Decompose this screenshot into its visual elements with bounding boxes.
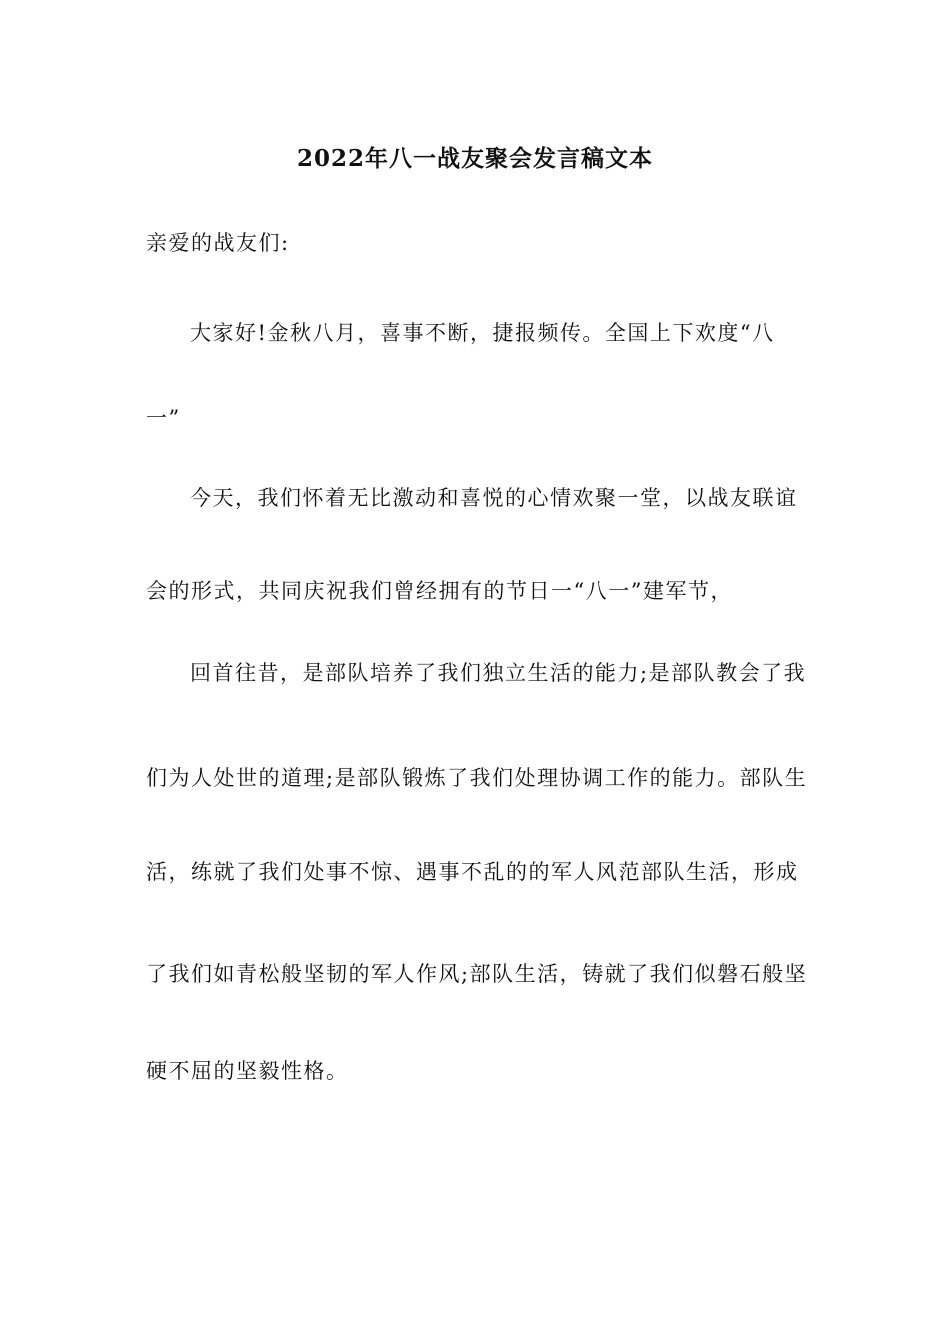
paragraph-line: 大家好!金秋八月，喜事不断，捷报频传。全国上下欢度“八 bbox=[190, 321, 775, 345]
paragraph-line: 今天，我们怀着无比激动和喜悦的心情欢聚一堂，以战友联谊 bbox=[190, 486, 798, 510]
salutation: 亲爱的战友们: bbox=[146, 231, 290, 255]
paragraph-line: 了我们如青松般坚韧的军人作风;部队生活，铸就了我们似磐石般坚 bbox=[146, 962, 808, 986]
paragraph-line: 回首往昔，是部队培养了我们独立生活的能力;是部队教会了我 bbox=[190, 661, 807, 685]
paragraph-line: 硬不屈的坚毅性格。 bbox=[146, 1059, 349, 1083]
document-title: 2022年八一战友聚会发言稿文本 bbox=[296, 145, 653, 172]
paragraph-line: 会的形式，共同庆祝我们曾经拥有的节日一“八一”建军节， bbox=[146, 579, 733, 603]
paragraph-line: 一” bbox=[146, 406, 181, 430]
paragraph-line: 活，练就了我们处事不惊、遇事不乱的的军人风范部队生活，形成 bbox=[146, 860, 799, 884]
paragraph-line: 们为人处世的道理;是部队锻炼了我们处理协调工作的能力。部队生 bbox=[146, 766, 808, 790]
